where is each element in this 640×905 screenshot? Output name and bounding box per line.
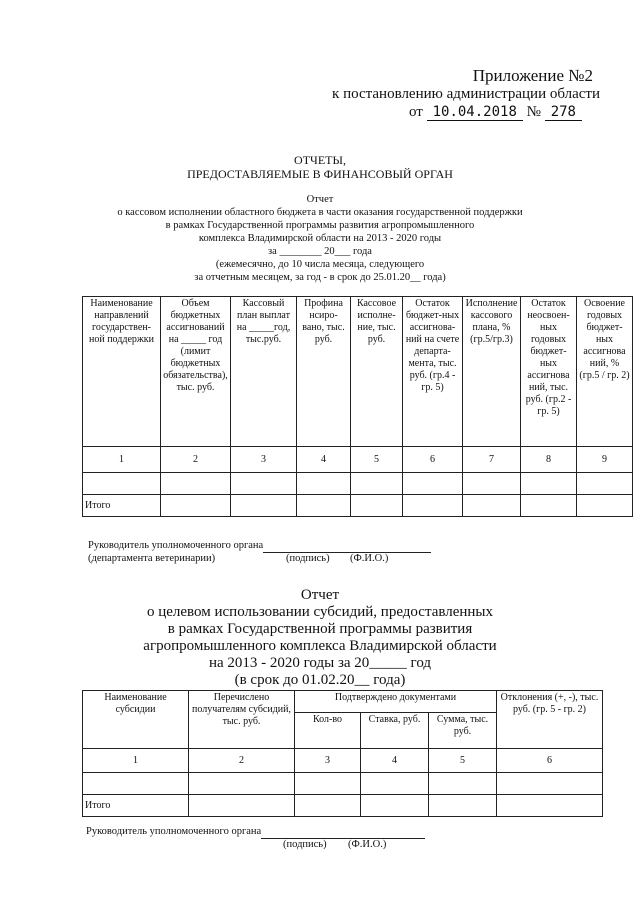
from-label: от	[408, 104, 423, 120]
report1-empty-row	[83, 473, 633, 495]
column-number: 9	[577, 447, 633, 473]
table-cell	[351, 473, 403, 495]
column-header: Остаток бюджет-ных ассигнова-ний на счете департа-мента, тыс. руб. (гр.4 - гр. 5)	[403, 297, 463, 447]
section-title	[0, 153, 640, 181]
table-cell	[429, 795, 497, 817]
report1-title: Отчет	[306, 194, 334, 205]
report2-line: агропромышленного комплекса Владимирской области	[143, 638, 497, 654]
report1-table	[82, 296, 633, 517]
column-number: 6	[497, 749, 603, 773]
report2-heading	[0, 587, 640, 689]
signature-head-text: Руководитель уполномоченного органа	[86, 826, 262, 837]
table-cell	[361, 773, 429, 795]
table-cell	[83, 473, 161, 495]
column-number: 3	[295, 749, 361, 773]
column-header-name: Наименование субсидии	[83, 691, 189, 749]
report1-total-row	[83, 495, 633, 517]
table-cell	[295, 773, 361, 795]
report2-line: (в срок до 01.02.20__ года)	[234, 672, 406, 688]
table-cell	[231, 495, 297, 517]
appendix-title: Приложение №2	[472, 66, 593, 85]
table-cell	[297, 473, 351, 495]
total-label: Итого	[83, 795, 189, 817]
report2-header-row	[83, 691, 603, 713]
column-number: 4	[361, 749, 429, 773]
number-label: №	[526, 104, 541, 120]
column-number: 8	[521, 447, 577, 473]
column-header: Объем бюджетных ассигнований на _____ год (лимит бюджетных обязательства), тыс. руб.	[161, 297, 231, 447]
table-cell	[497, 773, 603, 795]
report1-heading	[0, 193, 640, 284]
report1-line: за отчетным месяцем, за год - в срок до 25.01.20__ года)	[194, 272, 446, 283]
table-cell	[161, 495, 231, 517]
column-header: Остаток неосвоен-ных годовых бюджет-ных ассигнова ний, тыс. руб. (гр.2 - гр. 5)	[521, 297, 577, 447]
column-number: 5	[429, 749, 497, 773]
report2-total-row	[83, 795, 603, 817]
table-cell	[189, 773, 295, 795]
column-number: 3	[231, 447, 297, 473]
column-header-deviation: Отклонения (+, -), тыс. руб. (гр. 5 - гр. 2)	[497, 691, 603, 749]
table-cell	[497, 795, 603, 817]
table-cell	[351, 495, 403, 517]
report2-table	[82, 690, 603, 817]
column-header: Наименование направлений государствен-ной поддержки	[83, 297, 161, 447]
report1-signature-dept: (департамента ветеринарии)	[88, 553, 216, 564]
report1-line: (ежемесячно, до 10 числа месяца, следующего	[215, 259, 425, 270]
column-number: 6	[403, 447, 463, 473]
column-number: 1	[83, 749, 189, 773]
table-cell	[429, 773, 497, 795]
report2-line: о целевом использовании субсидий, предоставленных	[146, 604, 494, 620]
report1-number-row	[83, 447, 633, 473]
table-cell	[231, 473, 297, 495]
decree-date: 10.04.2018	[427, 104, 523, 121]
report1-line: за ________ 20___ года	[268, 246, 372, 257]
report2-empty-row	[83, 773, 603, 795]
column-number: 5	[351, 447, 403, 473]
column-header-confirmed: Подтверждено документами	[295, 691, 497, 713]
signature-line	[263, 539, 431, 553]
decree-number: 278	[545, 104, 582, 121]
report1-line: о кассовом исполнении областного бюджета в части оказания государственной поддержки	[117, 207, 523, 218]
column-header-count: Кол-во	[295, 713, 361, 749]
report1-line: комплекса Владимирской области на 2013 - 2020 годы	[198, 233, 442, 244]
column-number: 1	[83, 447, 161, 473]
column-header: Освоение годовых бюджет-ных ассигнова ний, % (гр.5 / гр. 2)	[577, 297, 633, 447]
section-title-line: ОТЧЕТЫ,	[294, 153, 346, 167]
report2-sign-label: (подпись)	[283, 839, 327, 850]
table-cell	[189, 795, 295, 817]
table-cell	[463, 495, 521, 517]
table-cell	[403, 495, 463, 517]
column-header: Профина нсиро-вано, тыс. руб.	[297, 297, 351, 447]
table-cell	[361, 795, 429, 817]
signature-head-text: Руководитель уполномоченного органа	[88, 540, 264, 551]
table-cell	[83, 773, 189, 795]
decree-reference: к постановлению администрации области	[332, 86, 600, 102]
section-title-line: ПРЕДОСТАВЛЯЕМЫЕ В ФИНАНСОВЫЙ ОРГАН	[187, 167, 453, 181]
column-number: 2	[189, 749, 295, 773]
report2-number-row	[83, 749, 603, 773]
column-number: 2	[161, 447, 231, 473]
column-header-transferred: Перечислено получателям субсидий, тыс. руб.	[189, 691, 295, 749]
table-cell	[463, 473, 521, 495]
column-number: 7	[463, 447, 521, 473]
report1-sign-label: (подпись)	[286, 553, 330, 564]
table-cell	[161, 473, 231, 495]
report2-line: в рамках Государственной программы развития	[167, 621, 473, 637]
table-cell	[577, 495, 633, 517]
report1-line: в рамках Государственной программы развития агропромышленного	[165, 220, 475, 231]
column-header-sum: Сумма, тыс. руб.	[429, 713, 497, 749]
report2-line: на 2013 - 2020 годы за 20_____ год	[208, 655, 432, 671]
report2-name-label: (Ф.И.О.)	[348, 839, 387, 850]
report2-title: Отчет	[300, 587, 340, 603]
column-header: Исполнение кассового плана, % (гр.5/гр.3)	[463, 297, 521, 447]
table-cell	[297, 495, 351, 517]
table-cell	[295, 795, 361, 817]
report1-signature-head	[88, 539, 431, 553]
decree-date-line	[409, 104, 582, 121]
column-header: Кассовый план выплат на _____год, тыс.руб.	[231, 297, 297, 447]
report1-header-row	[83, 297, 633, 447]
column-header: Кассовое исполне-ние, тыс. руб.	[351, 297, 403, 447]
table-cell	[521, 473, 577, 495]
signature-line	[261, 825, 425, 839]
table-cell	[577, 473, 633, 495]
report1-name-label: (Ф.И.О.)	[350, 553, 389, 564]
total-label: Итого	[83, 495, 161, 517]
table-cell	[403, 473, 463, 495]
report2-signature-head	[86, 825, 425, 839]
column-header-rate: Ставка, руб.	[361, 713, 429, 749]
column-number: 4	[297, 447, 351, 473]
table-cell	[521, 495, 577, 517]
